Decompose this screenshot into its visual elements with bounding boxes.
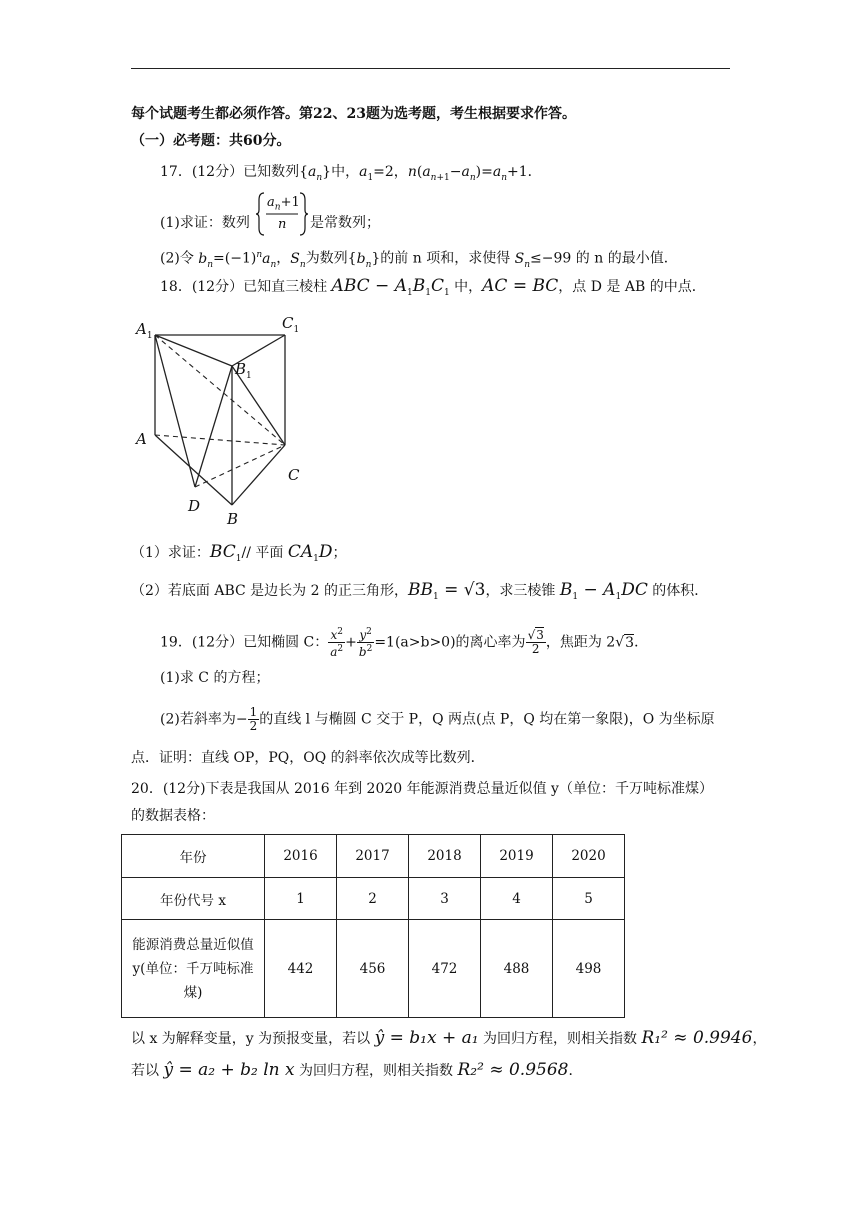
table-cell: 2 [337,878,409,920]
row-header-code: 年份代号 x [122,878,265,920]
q17-stem: 17．(12分）已知数列$\{a_n\}$中，$a_1=2$，$n(a_{n+1}-a_n)=a_n+1$． [160,164,542,183]
q20-stem-1: 20．(12分)下表是我国从 2016 年到 2020 年能源消费总量近似值 y（单位：千万吨标准煤） [131,781,713,797]
label-A: A [136,430,147,448]
q18-part1: （1）求证：$BC_1//$ 平面 $CA_1D$； [131,542,347,564]
table-cell: 498 [553,920,625,1018]
q20-after-2: 若以 ŷ = a₂ + b₂ ln x 为回归方程，则相关指数 R₂² ≈ 0.9568． [131,1060,583,1080]
section-title: （一）必考题：共60分。 [131,133,291,149]
energy-table [121,834,625,1018]
q19-stem: 19．(12分）已知椭圆 C： $\frac{x^2}{a^2}$ + $\frac{y^2}{b^2}$ =1(a>b>0)的离心率为 $\frac{√3}{2}$ ，焦距为 2√3． [160,627,649,659]
q17-part1-suffix: 是常数列； [310,215,380,231]
table-cell: 5 [553,878,625,920]
table-cell: 3 [409,878,481,920]
table-row [122,878,625,920]
table-cell: 2016 [265,835,337,878]
top-rule [131,68,730,69]
table-cell: 4 [481,878,553,920]
table-cell: 488 [481,920,553,1018]
table-cell: 2020 [553,835,625,878]
q19-part2: (2)若斜率为− $\frac{1}{2}$ 的直线 l 与椭圆 C 交于 P，Q 两点(点 P，Q 均在第一象限)，O 为坐标原 [160,705,715,733]
q17-part2: (2)令 $b_n=(-1)^na_n$，$S_n$为数列$\{b_n\}$的前 n 项和，求使得 $S_n\le-99$ 的 n 的最小值． [160,250,678,270]
label-B: B [227,510,239,528]
label-C1: $C_1$ [282,314,300,335]
q20-stem-2: 的数据表格： [131,808,215,824]
q20-after-1: 以 x 为解释变量，y 为预报变量，若以 ŷ = b₁x + a₁ 为回归方程，则相关指数 R₁² ≈ 0.9946， [131,1028,767,1048]
q17-brace-fraction: $a_n+1$ n [256,190,308,238]
table-cell: 456 [337,920,409,1018]
table-row [122,835,625,878]
table-cell: 472 [409,920,481,1018]
label-D: D [188,497,201,515]
label-B1: $B_1$ [235,360,252,381]
table-cell: 1 [265,878,337,920]
exam-intro: 每个试题考生都必须作答。第22、23题为选考题，考生根据要求作答。 [131,106,576,122]
label-A1: $A_1$ [136,320,153,341]
table-cell: 2018 [409,835,481,878]
table-cell: 2019 [481,835,553,878]
q18-stem: 18．(12分）已知直三棱柱 ABC − $A_1B_1C_1$ 中，AC = BC，点 D 是 AB 的中点． [160,276,706,298]
q19-part2-cont: 点．证明：直线 OP，PQ，OQ 的斜率依次成等比数列． [131,750,485,766]
q18-part2: （2）若底面 ABC 是边长为 2 的正三角形，$BB_1 = √3$，求三棱锥 $B_1 - A_1DC$ 的体积． [131,580,709,602]
table-row [122,920,625,1018]
prism-figure [130,312,310,527]
table-cell: 442 [265,920,337,1018]
row-header-year: 年份 [122,835,265,878]
table-cell: 2017 [337,835,409,878]
q17-part1: (1)求证：数列 [160,215,250,231]
q19-part1: (1)求 C 的方程； [160,670,270,686]
row-header-value: 能源消费总量近似值 y(单位：千万吨标准煤) [122,920,265,1018]
label-C: C [288,466,300,484]
